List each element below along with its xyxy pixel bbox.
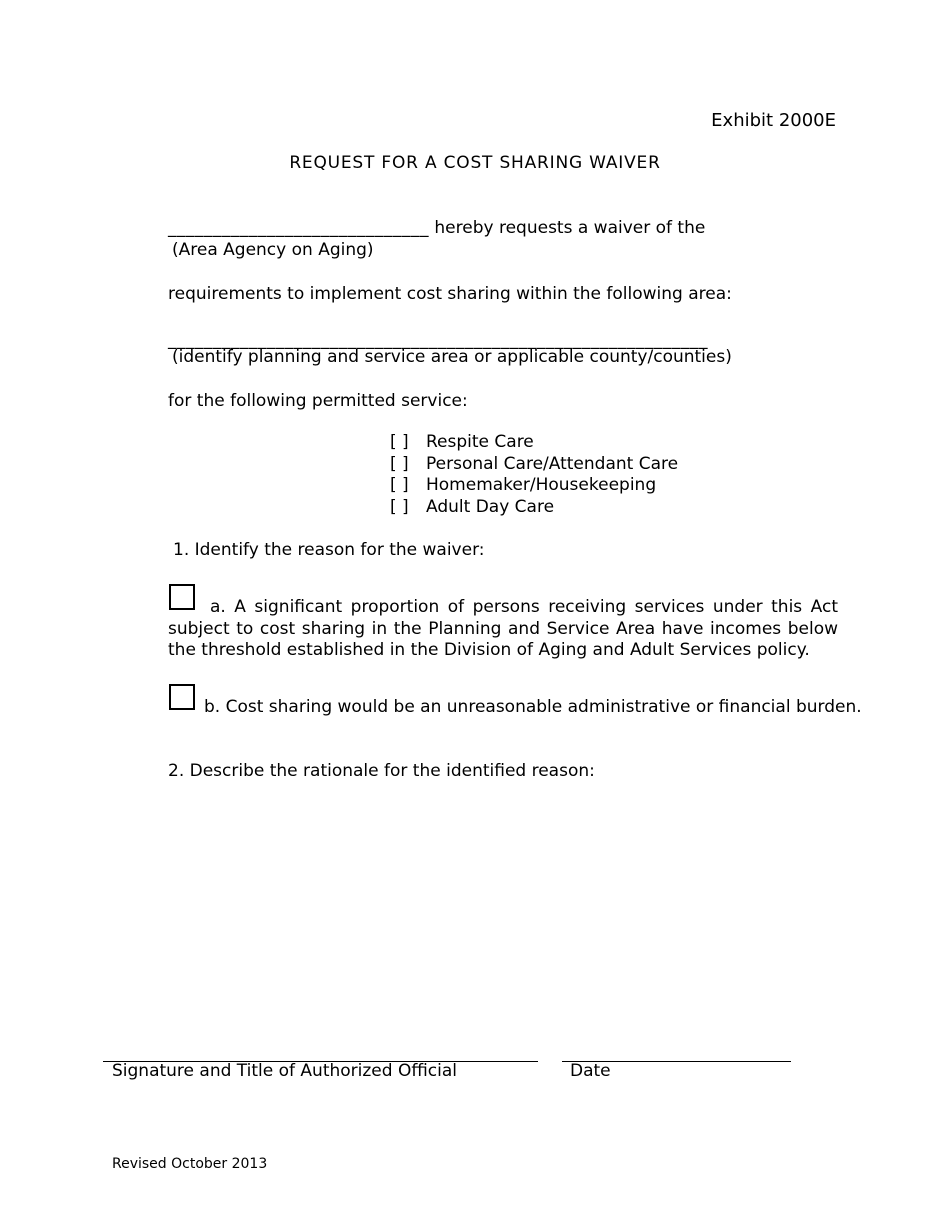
date-label: Date <box>570 1061 611 1081</box>
service-checkbox[interactable]: [ ] <box>390 496 409 517</box>
service-option-personal-care[interactable] <box>390 454 678 476</box>
service-checkbox[interactable]: [ ] <box>390 475 409 495</box>
requests-text: hereby requests a waiver of the <box>434 218 706 238</box>
area-blank[interactable]: ____________________________________________________________ <box>168 330 708 350</box>
service-list <box>390 432 678 518</box>
service-option-homemaker[interactable] <box>390 475 678 497</box>
service-label: Adult Day Care <box>426 496 555 517</box>
service-label: Personal Care/Attendant Care <box>426 453 679 474</box>
revision-note: Revised October 2013 <box>112 1156 268 1172</box>
service-label: Homemaker/Housekeeping <box>426 475 657 495</box>
permitted-service-text: for the following permitted service: <box>168 391 468 411</box>
agency-name-blank[interactable]: _____________________________ <box>168 218 429 238</box>
signature-label: Signature and Title of Authorized Official <box>112 1061 457 1081</box>
question-2-label: 2. Describe the rationale for the identified reason: <box>168 761 595 781</box>
exhibit-number: Exhibit 2000E <box>711 110 836 131</box>
service-label: Respite Care <box>426 432 534 452</box>
reason-b-checkbox[interactable] <box>169 684 195 710</box>
page-title: REQUEST FOR A COST SHARING WAIVER <box>289 153 661 173</box>
agency-caption: (Area Agency on Aging) <box>172 240 374 260</box>
requirements-text: requirements to implement cost sharing within the following area: <box>168 284 732 304</box>
service-option-adult-day-care[interactable] <box>390 497 678 519</box>
reason-b-label: b. Cost sharing would be an unreasonable administrative or financial burden. <box>204 697 862 717</box>
question-1-label: 1. Identify the reason for the waiver: <box>173 540 485 560</box>
area-caption: (identify planning and service area or applicable county/counties) <box>172 347 732 367</box>
reason-a-text <box>168 597 838 662</box>
service-option-respite-care[interactable] <box>390 432 678 454</box>
service-checkbox[interactable]: [ ] <box>390 432 409 452</box>
reason-a-label: a. A significant proportion of persons receiving services under this Act subject to cost sharing in the Planning and Service Area have incomes below the threshold established in the Division of Aging and Adult Services policy. <box>168 597 838 660</box>
agency-request-line <box>168 218 705 238</box>
service-checkbox[interactable]: [ ] <box>390 453 409 474</box>
